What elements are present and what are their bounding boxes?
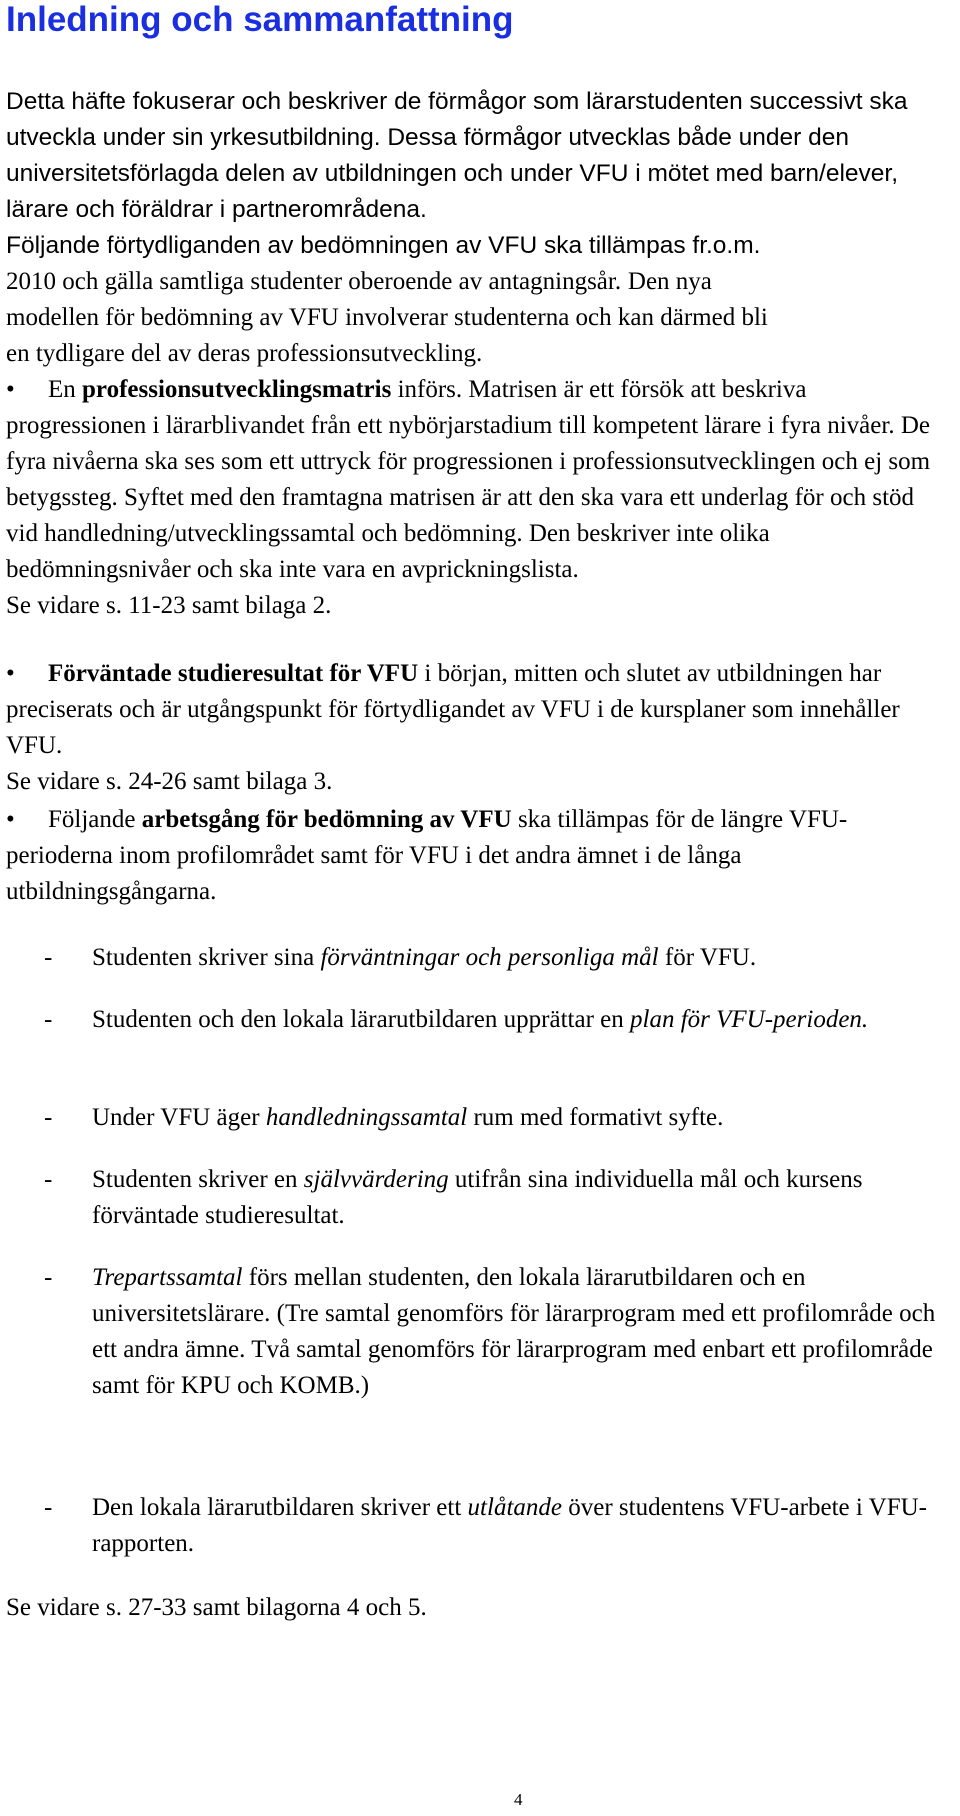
dash-marker: -	[44, 1104, 53, 1131]
intro-paragraph: Detta häfte fokuserar och beskriver de förmågor som lärarstudenten successivt ska utveckla under sin yrkesutbildning. Dessa förmågor utvecklas både under den universitetsförlagda delen av utbildningen och under VFU i mötet med barn/elever, lärare och föräldrar i partnerområdena.	[6, 88, 908, 223]
expected-results-term: Förväntade studieresultat för VFU	[48, 660, 419, 687]
assessment-paragraph	[6, 228, 796, 372]
bullet-matrix: En professionsutvecklingsmatris införs. Matrisen är ett försök att beskriva progressionen i lärarblivandet från ett nybörjarstadium till kompetent lärare i fyra nivåer. De fyra nivåerna ska ses som ett uttryck för progressionen i professionsutvecklingen och ej som betygssteg. Syftet med den framtagna matrisen är att den ska vara ett underlag för och stöd vid handledning/utvecklingssamtal och bedömning. Den beskriver inte olika bedömningsnivåer och ska inte vara en avprickningslista. Se vidare s. 11-23 samt bilaga 2. •	[6, 372, 951, 624]
document-page: Inledning och sammanfattning Detta häfte fokuserar och beskriver de förmågor som lärarstudenten successivt ska utveckla under sin yrkesutbildning. Dessa förmågor utvecklas både under den universitetsförlagda delen av utbildningen och under VFU i mötet med barn/elever, lärare och föräldrar i partnerområdena. Följande förtydliganden av bedömningen av VFU ska tillämpas fr.o.m. 2010 och gälla samtliga studenter oberoende av antagningsår. Den nya modellen för bedömning av VFU involverar studenterna och kan därmed bli en tydligare del av deras professionsutveckling. En professionsutvecklingsmatris införs. Matrisen är ett försök att beskriva progressionen i lärarblivandet från ett nybörjarstadium till kompetent lärare i fyra nivåer. De fyra nivåerna ska ses som ett uttryck för progressionen i professionsutvecklingen och ej som betygssteg. Syftet med den framtagna matrisen är att den ska vara ett underlag för och stöd vid handledning/utvecklingssamtal och bedömning. Den beskriver inte olika bedömningsnivåer och ska inte vara en avprickningslista. Se vidare s. 11-23 samt bilaga 2. • Förväntade studieresultat för VFU i början, mitten och slutet av utbildningen har preciserats och är utgångspunkt för förtydligandet av VFU i de kursplaner som innehåller VFU. Se vidare s. 24-26 samt bilaga 3. • Följande arbetsgång för bedömning av VFU ska tillämpas för de längre VFU-perioderna inom profilområdet samt för VFU i det andra ämnet i de långa utbildningsgångarna. • - Studenten skriver sina förväntningar och personliga mål för VFU. - Studenten och den lokala lärarutbildaren upprättar en plan för VFU-perioden. - Under VFU äger handledningssamtal rum med formativt syfte. - Studenten skriver en självvärdering utifrån sina individuella mål och kursens förväntade studieresultat. - Trepartssamtal förs mellan studenten, den lokala lärarutbildaren och en universitetslärare. (Tre samtal genomförs för lärarprogram med ett profilområde och ett andra ämne. Två samtal genomförs för lärarprogram med enbart ett profilområde samt för KPU och KOMB.) - Den lokala lärarutbildaren skriver ett utlåtande över studentens VFU-arbete i VFU-rapporten. Se vidare s. 27-33 samt bilagorna 4 och 5. 4	[0, 0, 960, 1816]
bullet-workflow: Följande arbetsgång för bedömning av VFU ska tillämpas för de längre VFU-perioderna inom profilområdet samt för VFU i det andra ämnet i de långa utbildningsgångarna. •	[6, 802, 951, 910]
assessment-text-serif-a: 2010 och gälla samtliga studenter oberoende av antagningsår.	[6, 268, 622, 295]
matrix-see-also: Se vidare s. 11-23 samt bilaga 2.	[6, 592, 332, 619]
page-number: 4	[514, 1790, 523, 1809]
assessment-text-sans: Följande förtydliganden av bedömningen av VFU ska tillämpas fr.o.m.	[6, 232, 761, 259]
dash-marker: -	[44, 1006, 53, 1033]
dash-marker: -	[44, 1264, 53, 1291]
dash-marker: -	[44, 1494, 53, 1521]
expected-results-see-also: Se vidare s. 24-26 samt bilaga 3.	[6, 768, 333, 795]
matrix-term: professionsutvecklingsmatris	[82, 376, 392, 403]
workflow-term: arbetsgång för bedömning av VFU	[141, 806, 512, 833]
dash-marker: -	[44, 944, 53, 971]
bullet-marker: •	[6, 806, 15, 833]
closing-reference: Se vidare s. 27-33 samt bilagorna 4 och 5.	[6, 1594, 427, 1621]
assessment-text-serif-b: Den nya modellen för bedömning av VFU involverar studenterna och kan därmed bli en tydligare del av deras professionsutveckling.	[6, 268, 768, 367]
dash-marker: -	[44, 1166, 53, 1193]
page-title: Inledning och sammanfattning	[6, 0, 514, 39]
bullet-marker: •	[6, 660, 15, 687]
bullet-expected-results: Förväntade studieresultat för VFU i början, mitten och slutet av utbildningen har preciserats och är utgångspunkt för förtydligandet av VFU i de kursplaner som innehåller VFU. Se vidare s. 24-26 samt bilaga 3. •	[6, 656, 951, 800]
bullet-marker: •	[6, 376, 15, 403]
